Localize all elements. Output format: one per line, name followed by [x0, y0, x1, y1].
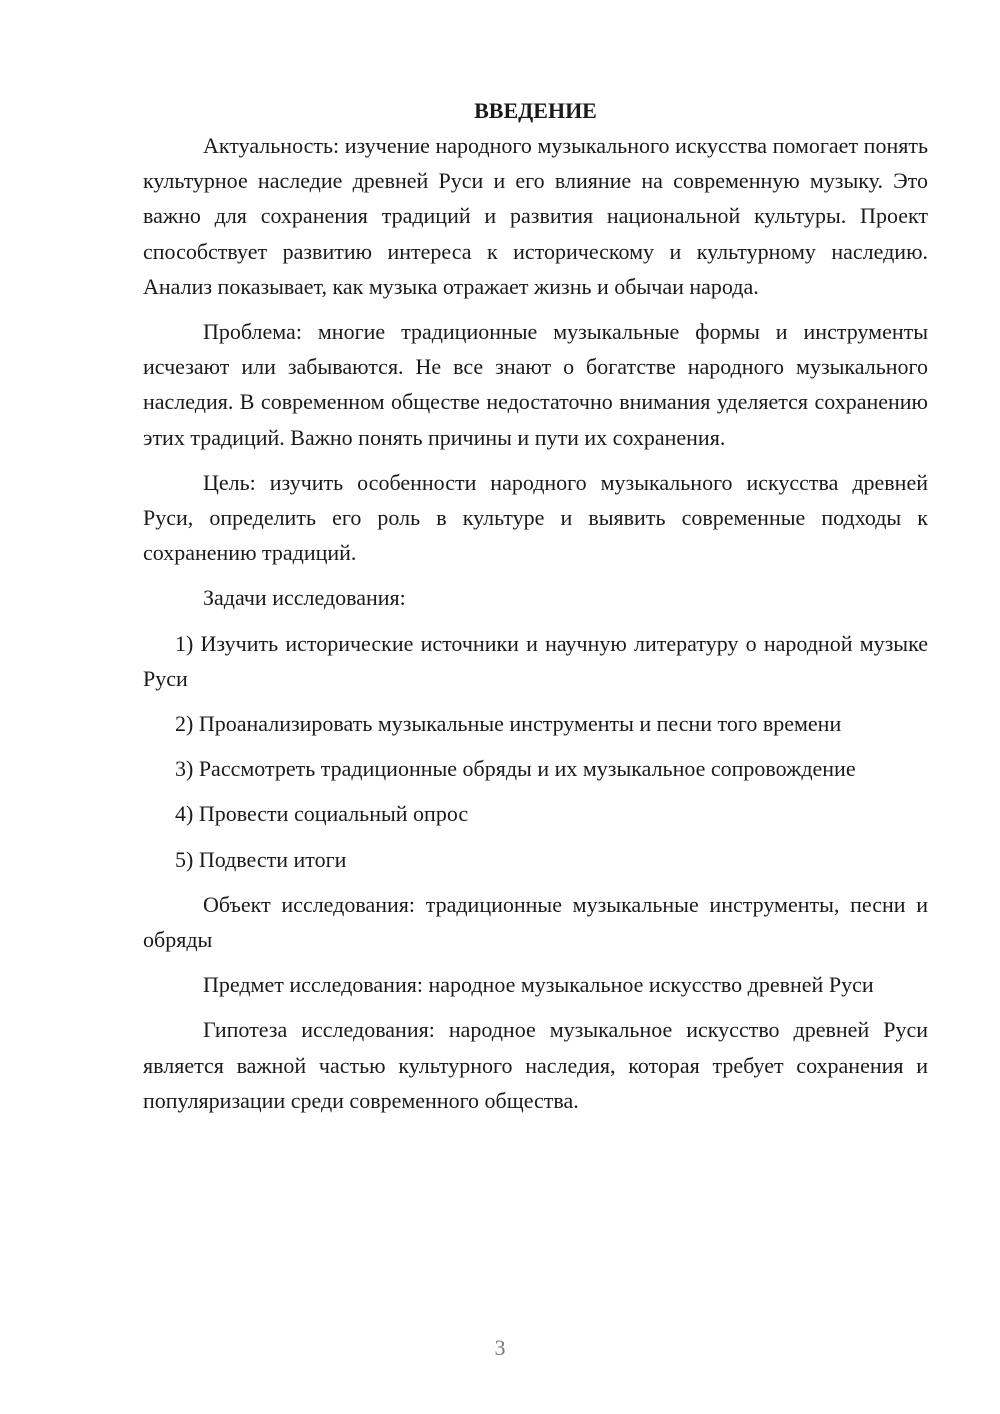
page-number: 3	[494, 1335, 506, 1360]
list-item: 1) Изучить исторические источники и научную литературу о народной музыке Руси	[143, 630, 928, 691]
tasks-list	[143, 626, 928, 877]
document-page	[143, 93, 928, 1128]
problem-paragraph: Проблема: многие традиционные музыкальные формы и инструменты исчезают или забываются. Не все знают о богатстве народного музыкального наследия. В современном обществе недостаточно внимания уделяется сохранению этих традиций. Важно понять причины и пути их сохранения.	[143, 319, 928, 450]
list-item: 3) Рассмотреть традиционные обряды и их музыкальное сопровождение	[175, 756, 856, 782]
object-paragraph: Объект исследования: традиционные музыкальные инструменты, песни и обряды	[143, 891, 928, 953]
tasks-heading: Задачи исследования:	[203, 585, 406, 611]
list-item: 2) Проанализировать музыкальные инструменты и песни того времени	[175, 711, 842, 737]
list-item: 5) Подвести итоги	[175, 846, 347, 872]
subject-paragraph: Предмет исследования: народное музыкальное искусство древней Руси	[203, 972, 874, 998]
goal-paragraph: Цель: изучить особенности народного музыкального искусства древней Руси, определить его роль в культуре и выявить современные подходы к сохранению традиций.	[143, 469, 928, 566]
list-item: 4) Провести социальный опрос	[175, 801, 469, 827]
page-title: ВВЕДЕНИЕ	[474, 98, 597, 123]
hypothesis-paragraph: Гипотеза исследования: народное музыкальное искусство древней Руси является важной частью культурного наследия, которая требует сохранения и популяризации среди современного общества.	[143, 1017, 928, 1113]
relevance-paragraph: Актуальность: изучение народного музыкального искусства помогает понять культурное наследие древней Руси и его влияние на современную музыку. Это важно для сохранения традиций и развития национальной культуры. Проект способствует развитию интереса к историческому и культурному наследию. Анализ показывает, как музыка отражает жизнь и обычаи народа.	[143, 133, 928, 299]
